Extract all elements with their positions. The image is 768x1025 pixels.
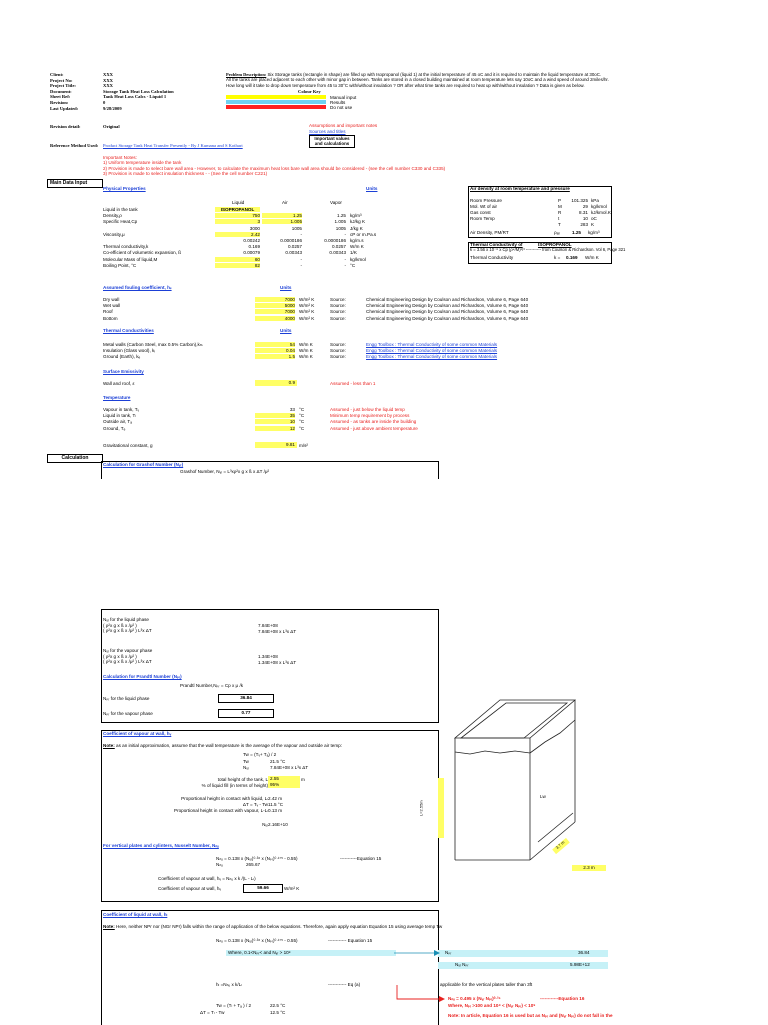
nnu-val: 265.67 <box>246 862 261 867</box>
tank-svg <box>430 690 630 890</box>
colour-key-title: Colour Key <box>298 89 321 94</box>
coeff-liquid-title: Coefficient of liquid at wall, hₗ <box>103 912 168 917</box>
nnu-label: Nₙᵤ <box>216 862 223 867</box>
note-line: 1) Uniform temperature inside the tank <box>103 160 182 166</box>
temp-units: °C <box>299 425 305 431</box>
key-assumptions: Assumptions and important notes <box>309 123 378 128</box>
air-unit: kg/kmol <box>591 204 607 209</box>
tw-val: 21.5 °C <box>270 759 286 764</box>
nu-vapour-f2: ( ρ²x g x ß x /μ² ) L³x ΔT <box>103 659 152 665</box>
dt2-val: 12.5 °C <box>270 1010 286 1015</box>
fouling-source-label: Source: <box>330 303 346 309</box>
temp-note: Minimum temp requirement by process <box>330 413 410 419</box>
prop-liquid-value[interactable]: 2.42 <box>215 232 260 237</box>
temp-label: Ground, Tₑ <box>103 425 126 431</box>
revision-value: Original <box>103 124 120 129</box>
col-liquid: Liquid <box>232 200 245 205</box>
swatch-manual <box>226 95 326 99</box>
units-title-2: Units <box>280 285 292 290</box>
prop-vapor-value: 1.005 <box>334 219 346 225</box>
tw2-val: 22.5 °C <box>270 1003 286 1008</box>
fouling-ref: Chemical Engineering Design by Coulson and Richardson, Volume 6, Page 640 <box>366 297 529 302</box>
prop-vapor-value: 1.25 <box>337 213 346 219</box>
thermal-cond-title: Thermal Conductivity of <box>470 242 523 247</box>
units-title-3: Units <box>280 328 292 333</box>
nu-liquid-f2: ( ρ²x g x ß x /μ² ) L³x ΔT <box>103 628 152 634</box>
air-density-title: Air density at room temperature and pressure <box>470 186 570 191</box>
nu-vapour-v1: 1.34E+08 <box>258 654 278 659</box>
prop-liquid-value[interactable]: 82 <box>215 263 260 268</box>
prop-air-value: 0.00343 <box>285 250 302 256</box>
thermal-units: W/m K <box>299 348 313 354</box>
air-sym: t <box>558 216 560 221</box>
swatch-donotuse <box>226 105 326 109</box>
ngr2-val: 2.16E+10 <box>268 822 288 827</box>
prop-air-value: 1005 <box>291 225 302 231</box>
temp-label: Vapour in tank, Tᵥ <box>103 407 140 412</box>
hv-unit: W/m² K <box>284 886 300 891</box>
temp-units: °C <box>299 419 305 425</box>
hl-formula: hₗ =Nₙᵤ x k/Lₗ <box>216 982 242 987</box>
air-density-result-val: 1.25 <box>572 230 581 235</box>
problem-title: Problem Description: <box>226 72 267 77</box>
prandtl-vap-label: Nₚᵣ for the vapour phase <box>103 711 153 716</box>
height-unit: m <box>301 777 305 782</box>
prop-air-value: - <box>300 256 302 262</box>
prop-label: Molecular Mass of liquid,M <box>103 256 158 262</box>
liq-nnu-formula: Nₙᵤ = 0.138 x (Nᵧᵣ)⁰·³⁶ x (Nₚᵣ)⁰·¹⁷⁵ - 0.55) <box>216 938 298 943</box>
air-label: Room Pressure <box>470 198 502 203</box>
fouling-source-label: Source: <box>330 297 346 302</box>
ngr2-label: Nᵧᵣ <box>262 822 268 827</box>
thermal-cond-result-label: Thermal Conductivity <box>470 255 514 260</box>
dt-val: 11.5 °C <box>268 802 284 807</box>
calculation-label: Calculation <box>47 454 103 463</box>
hv-formula: Coefficient of vapour at wall, hᵥ = Nₙᵤ x k /(L - Lₗ) <box>158 876 256 881</box>
prandtl-liq-label: Nₚᵣ for the liquid phase <box>103 696 150 701</box>
tank-liquid-level-side <box>530 720 575 753</box>
fouling-value[interactable]: 7000 <box>255 297 295 302</box>
height-label: total height of the tank, L <box>217 777 268 782</box>
prop-vapor-value: 0.00343 <box>329 250 346 256</box>
fouling-value[interactable]: 5000 <box>255 303 295 308</box>
fouling-title: Assumed fouling coefficient, hₛ <box>103 285 172 290</box>
header-label: Revision: <box>50 99 69 105</box>
prop-liquid-value[interactable]: ISOPROPANOL <box>215 207 260 212</box>
prop-label: Viscosity,μ <box>103 231 125 237</box>
coeff-vapour-note-text: as an initial approximation, assume that the wall temperature is the average of the vapour and outside air temp: <box>114 743 343 748</box>
npr-val: 36.84 <box>578 950 590 955</box>
temp-value[interactable]: 10 <box>255 419 295 424</box>
nu-liquid-v1: 7.84E+08 <box>258 623 278 628</box>
prandtl-vap-val: 0.77 <box>218 709 274 718</box>
header-value: XXX <box>103 77 113 83</box>
prop-units: cP or m.Pa.s <box>350 231 377 237</box>
air-density-result-unit: kg/m³ <box>588 230 600 235</box>
air-val: 29 <box>582 204 588 209</box>
tank-height-bar <box>438 778 444 838</box>
thermal-label: Metal walls (Carbon Steel, max 0.5% Carbon),kₘ <box>103 342 203 347</box>
thermal-cond-result-sym: k = <box>554 255 561 260</box>
emissivity-title: Surface Emissivity <box>103 369 144 374</box>
air-val: 8.31 <box>579 210 588 215</box>
nu-vapour-block <box>103 648 152 665</box>
fill-label: % of liquid fill (in terms of height) <box>201 783 268 788</box>
fouling-label: Bottom <box>103 315 118 321</box>
reference-link[interactable]: Product Storage Tank Heat Transfer Presently - By J Kumana and S Kothari <box>103 143 243 148</box>
prop-units: °C <box>350 262 356 268</box>
header-label: Project No: <box>50 77 73 83</box>
fouling-units: W/m² K <box>299 309 315 315</box>
gravity-label: Gravitational constant, g <box>103 443 153 448</box>
prop-label: Thermal conductivity,k <box>103 244 149 250</box>
thermal-source-label: Source: <box>330 342 346 347</box>
key-manual: Manual input <box>330 95 357 100</box>
fouling-units: W/m² K <box>299 297 315 302</box>
ngr-npr-label: Nᵧᵣ Nₚᵣ <box>455 962 469 967</box>
prop-liq-val: 2.42 m <box>268 796 283 801</box>
header-label: Client: <box>50 72 64 77</box>
coeff-vapour-note-bold: Note: <box>103 743 115 748</box>
nu-liquid-block <box>103 617 152 634</box>
fouling-label: Wet wall <box>103 303 121 309</box>
prop-vapor-value: - <box>344 256 346 262</box>
prop-vapor-value: 0.0000186 <box>324 238 346 243</box>
thermal-title: Thermal Conductivities <box>103 328 154 333</box>
header-value: Storage Tank Heat Loss Calculation <box>103 88 174 94</box>
prop-units: 1/K <box>350 250 357 256</box>
air-unit: K <box>591 222 595 227</box>
gravity-value[interactable]: 9.81 <box>255 442 297 448</box>
nu-liquid-v2: 7.84E+08 x L³x ΔT <box>258 628 297 634</box>
grashof-title: Calculation for Grashof Number (Nᵧᵣ) <box>103 462 184 467</box>
grashof-formula: Grashof Number, Nᵧᵣ = L³xρ²x g x ß x ΔT /μ² <box>180 469 270 474</box>
header-value: XXX <box>103 83 113 89</box>
coeff-liquid-note <box>103 924 442 929</box>
prop-label: Liquid in the tank <box>103 207 138 212</box>
emissivity-label: Wall and roof, ε <box>103 381 135 386</box>
fouling-units: W/m² K <box>299 315 315 321</box>
dt-label: ΔT = Tᵥ - Tw <box>242 802 268 807</box>
note2: Note: In article, Equation 16 is used but as Nₚᵣ and (Nᵧᵣ Nₚᵣ) do not fall in the <box>448 1013 613 1018</box>
air-sym: R <box>558 210 562 215</box>
problem-description <box>226 72 656 88</box>
prop-air-value[interactable]: 1.005 <box>262 219 302 224</box>
nu-liquid-f1: ( ρ²x g x ß x /μ² ) <box>103 622 137 628</box>
prop-vapor-value: - <box>344 262 346 268</box>
fouling-label: Dry wall <box>103 297 120 302</box>
fouling-ref: Chemical Engineering Design by Coulson and Richardson, Volume 6, Page 640 <box>366 315 529 321</box>
hv-val: 59.66 <box>243 884 283 893</box>
prop-units: kg/kmol <box>350 256 366 262</box>
coeff-liquid-note-text: Here, neither NPr nor (NGr NPr) falls within the range of application of the below equations. Therefore, again apply equation Equation 15 using average temp Tw <box>114 924 443 929</box>
liq-nnu-ref: ------------ Equation 15 <box>328 938 373 943</box>
col-air: Air <box>282 200 288 205</box>
where2: Where, Nₚᵣ >100 and 10⁴ < (Nᵧᵣ Nₚᵣ) < 10⁹ <box>448 1003 536 1008</box>
hl-ref: ------------ Eq (a) <box>328 982 361 987</box>
problem-line1: Six Storage tanks (rectangle in shape) are filled up with Isopropanol (liquid 1) at the initial temperature of 45 oC and it is required to maintain the liquid temperature at 30oC. <box>266 72 602 77</box>
air-density-result-sym: ρₐᵢᵣ <box>554 230 561 235</box>
thermal-cond-formula: k = 3.56 x 10⁻⁸ x Cp (ρ⁴/M)¹/³ ----------- from Coulson & Richardson. Vol 6, Page 321 <box>470 247 626 252</box>
tw-formula: Tw = (Tᵥ+ Tₐ) / 2 <box>243 752 277 757</box>
temperature-title: Temperature <box>103 395 131 400</box>
header-value: Tank Heat Loss Calcs - Liquid 1 <box>103 94 167 100</box>
gravity-units: m/s² <box>299 443 308 448</box>
prop-liquid-value[interactable]: 750 <box>215 213 260 218</box>
air-label: Room Temp <box>470 216 495 221</box>
liq-where: Where, 0.1<Nₚᵣ< and Nᵧᵣ > 10⁹ <box>226 950 396 956</box>
header-values <box>103 72 174 111</box>
fouling-label: Roof <box>103 309 113 315</box>
prop-liq-label: Proportional height in contact with liquid, Lₗ <box>181 796 268 801</box>
prop-liquid-value: 0.00242 <box>243 238 260 243</box>
prop-units: kg/m.s <box>350 238 364 243</box>
temp-note: Assumed - just above ambient temperature <box>330 425 418 431</box>
prandtl-formula: Prandtl Number,Nₚᵣ = Cp x μ /k <box>180 683 244 688</box>
air-val: 283 <box>580 222 588 227</box>
prandtl-title: Calculation for Prandtl Number (Nₚᵣ) <box>103 674 182 679</box>
prop-liquid-value[interactable]: 60 <box>215 257 260 262</box>
tank-width-label: 2.3 m <box>572 865 606 871</box>
fouling-source-label: Source: <box>330 315 346 321</box>
prop-vapor-value: 0.0257 <box>331 244 346 250</box>
thermal-label: Insulation (Glass wool), kᵢ <box>103 348 156 354</box>
thermal-units: W/m K <box>299 354 313 360</box>
fouling-source-label: Source: <box>330 309 346 315</box>
prop-liquid-value: 0.00079 <box>243 250 260 256</box>
header-value: XXX <box>103 72 113 77</box>
main-input-label: Main Data Input <box>47 179 103 188</box>
temp-value[interactable]: 35 <box>255 413 295 418</box>
prop-units: W/m K <box>350 244 364 250</box>
prop-vapor-value: - <box>344 231 346 237</box>
emissivity-value[interactable]: 0.9 <box>255 380 297 386</box>
prop-label: Co-efficient of volumetric expansion, ß <box>103 250 182 256</box>
tank-top <box>455 700 575 738</box>
air-label: Mol. Wt of air <box>470 204 498 209</box>
prop-vap-label: Proportional height in contact with vapour, L-Lₗ <box>174 808 268 813</box>
swatch-results <box>226 100 326 104</box>
ngr-val: 7.84E+08 x L³x ΔT <box>270 765 309 770</box>
prop-label: Boiling Point, °C <box>103 262 137 268</box>
header-label: Last Updated: <box>50 105 79 111</box>
ngr-label: Nᵧᵣ <box>243 765 249 770</box>
prop-vap-val: 0.13 m <box>268 808 283 813</box>
vertical-title: For vertical plates and cylinters, Nusselt Number, Nₙᵤ <box>103 843 219 848</box>
thermal-cond-liquid: ISOPROPANOL <box>538 242 572 247</box>
key-results: Results <box>330 100 346 105</box>
nnu2-ref: ------------Equation 16 <box>540 996 585 1001</box>
header-label: Sheet Ref: <box>50 94 71 100</box>
thermal-ref-link[interactable]: Engg Toolbox : Thermal Conductivity of some common Materials <box>366 354 498 360</box>
thermal-ref-link[interactable]: Engg Toolbox : Thermal Conductivity of some common Materials <box>366 348 498 354</box>
thermal-value[interactable]: 1.5 <box>255 354 295 359</box>
temp-value: 33 <box>289 407 295 412</box>
note-line: 3) Provision is made to select insulation thickness - - (See the cell number C221) <box>103 170 268 176</box>
key-sources: Sources and titles <box>309 129 346 134</box>
prop-label: Specific Heat,Cp <box>103 219 138 225</box>
thermal-label: Ground (Earth), kₑ <box>103 354 141 360</box>
tank-depth-label: 3.7 m <box>552 838 570 854</box>
nu-liquid-values <box>258 623 296 634</box>
fouling-units: W/m² K <box>299 303 315 309</box>
thermal-ref-link[interactable]: Engg Toolbox : Thermal Conductivity of some common Materials <box>366 342 498 347</box>
header-value: 0 <box>103 99 106 105</box>
problem-line2: All the tanks are placed adjacent to each other with minor gap in between. Tanks are stored in a closed building maintained at room temperature lets say 10oC and a wind speed of around 2miles/hr. <box>226 77 609 83</box>
col-vapor: Vapor <box>330 200 342 205</box>
emissivity-note: Assumed - less than 1 <box>330 381 376 386</box>
temp-label: Outside air, Tₐ <box>103 419 132 425</box>
revision-label: Revision detail: <box>50 124 81 129</box>
nu-vapour-title: Nᵧᵣ for the vapour phase <box>103 648 153 653</box>
hv-label: Coefficient of vapour at wall, hᵥ <box>158 886 221 891</box>
air-val: 10 <box>582 216 588 221</box>
prop-liquid-value[interactable]: 3 <box>215 219 260 224</box>
thermal-cond-result-unit: W/m K <box>585 255 599 260</box>
units-title-1: Units <box>366 186 378 191</box>
air-unit: oC <box>591 216 597 221</box>
fouling-ref: Chemical Engineering Design by Coulson and Richardson, Volume 6, Page 640 <box>366 303 529 309</box>
nu-vapour-values <box>258 654 296 665</box>
applicable: applicable for the vertical plates taller than 3ft <box>440 982 533 987</box>
prop-air-value: - <box>300 262 302 268</box>
air-unit: kJ/kmol.K <box>591 210 611 215</box>
fouling-value[interactable]: 7000 <box>255 309 295 314</box>
problem-line3: How long will it take to drop down temperature from 45 to 30°C with/without insulation ? OR after what time tanks are required to heat up with/without insulation ? Data is given as below. <box>226 82 585 88</box>
temp-note: Assumed - just below the liquid temp <box>330 407 405 412</box>
key-important: Important values and calculations <box>309 135 355 148</box>
temp-units: °C <box>299 413 305 419</box>
tank-depth-dim <box>538 813 573 842</box>
coeff-vapour-title: Coefficient of vapour at wall, hᵥ <box>103 731 172 736</box>
prop-air-value: - <box>300 231 302 237</box>
temp-units: °C <box>299 407 305 412</box>
prop-air-value: 0.0000186 <box>280 238 302 243</box>
fouling-ref: Chemical Engineering Design by Coulson and Richardson, Volume 6, Page 640 <box>366 309 529 315</box>
height-val[interactable]: 2.55 <box>268 776 300 782</box>
key-donotuse: Do not use <box>330 105 353 110</box>
prop-air-value: 0.0257 <box>287 244 302 250</box>
tw-label: Tw <box>243 759 249 764</box>
prop-units: kJ/kg K <box>350 219 366 225</box>
ngr-npr-val: 5.98E+12 <box>570 962 590 967</box>
thermal-value[interactable]: 54 <box>255 342 295 347</box>
header-value: 9/28/2009 <box>103 105 122 111</box>
nu-vapour-f1: ( ρ²x g x ß x /μ² ) <box>103 653 137 659</box>
air-sym: T <box>558 222 561 227</box>
tank-height-label: L=2.55m <box>418 800 424 817</box>
air-sym: M <box>558 204 562 209</box>
prop-liquid-value: 3000 <box>249 225 260 231</box>
tank-diagram <box>418 690 630 890</box>
prop-vapor-value: 1005 <box>335 225 346 231</box>
prop-units: kg/m³ <box>350 213 362 219</box>
important-notes <box>103 155 445 176</box>
air-unit: kPa <box>591 198 599 203</box>
thermal-value[interactable]: 0.04 <box>255 348 295 353</box>
notes-title: Important Notes: <box>103 155 137 160</box>
header-labels <box>50 72 78 111</box>
prop-units: J/kg K <box>350 225 363 231</box>
nu-vapour-v2: 1.34E+08 x L³x ΔT <box>258 659 297 665</box>
nu-liquid-title: Nᵧᵣ for the liquid phase <box>103 617 149 622</box>
temp-note: Assumed - as tanks are inside the building <box>330 419 417 425</box>
thermal-source-label: Source: <box>330 354 346 360</box>
physical-props-title: Physical Properties <box>103 186 146 191</box>
thermal-cond-result-val: 0.169 <box>566 255 578 260</box>
prop-air-value[interactable]: 1.25 <box>262 213 302 218</box>
header-label: Document: <box>50 88 72 94</box>
note-line: 2) Provision is made to select bare wall area - However, to calculate the maximum heat loss bare wall area should be considered - (see the cell number C330 and C335) <box>103 165 446 171</box>
nnu2: Nₙᵤ = 0.495 x (Nᵧᵣ Nₚᵣ)⁰·²⁵ <box>448 996 501 1001</box>
header-label: Project Title: <box>50 83 76 89</box>
fouling-value[interactable]: 4000 <box>255 316 295 321</box>
npr-label: Nₚᵣ <box>445 950 452 955</box>
prop-liquid-value: 0.169 <box>248 244 260 250</box>
tw2-formula: Tw = (Tₗ + Tₐ ) / 2 <box>216 1003 252 1008</box>
prandtl-liq-val: 36.84 <box>218 694 274 703</box>
fill-val[interactable]: 95% <box>268 782 300 788</box>
thermal-units: W/m K <box>299 342 313 347</box>
dt2-label: ΔT = Tₗ - Tw <box>200 1010 225 1015</box>
coeff-liquid-note-bold: Note: <box>103 924 115 929</box>
coeff-vapour-note <box>103 743 342 748</box>
arrow-eq16-icon <box>395 985 455 1005</box>
air-label: Gas const <box>470 210 491 215</box>
tank-lw-label: Lw <box>540 794 546 799</box>
air-val: 101.325 <box>571 198 588 203</box>
temp-value[interactable]: 12 <box>255 426 295 431</box>
nnu-ref: -----------Equation 15 <box>340 856 382 861</box>
air-sym: P <box>558 198 562 203</box>
prop-label: Density,ρ <box>103 213 122 219</box>
tank-liquid-level-front <box>455 751 530 754</box>
nnu-formula: Nₙᵤ = 0.138 x (Nᵧᵣ)⁰·³⁶ x (Nₚᵣ)⁰·¹⁷⁵ - 0.55) <box>216 856 298 861</box>
temp-label: Liquid in tank, Tₗ <box>103 413 137 419</box>
air-density-result-label: Air Density, PM/RT <box>470 230 509 235</box>
arrow-npr-icon <box>394 949 440 959</box>
reference-label: Reference Method Used: <box>50 143 99 148</box>
thermal-source-label: Source: <box>330 348 346 354</box>
